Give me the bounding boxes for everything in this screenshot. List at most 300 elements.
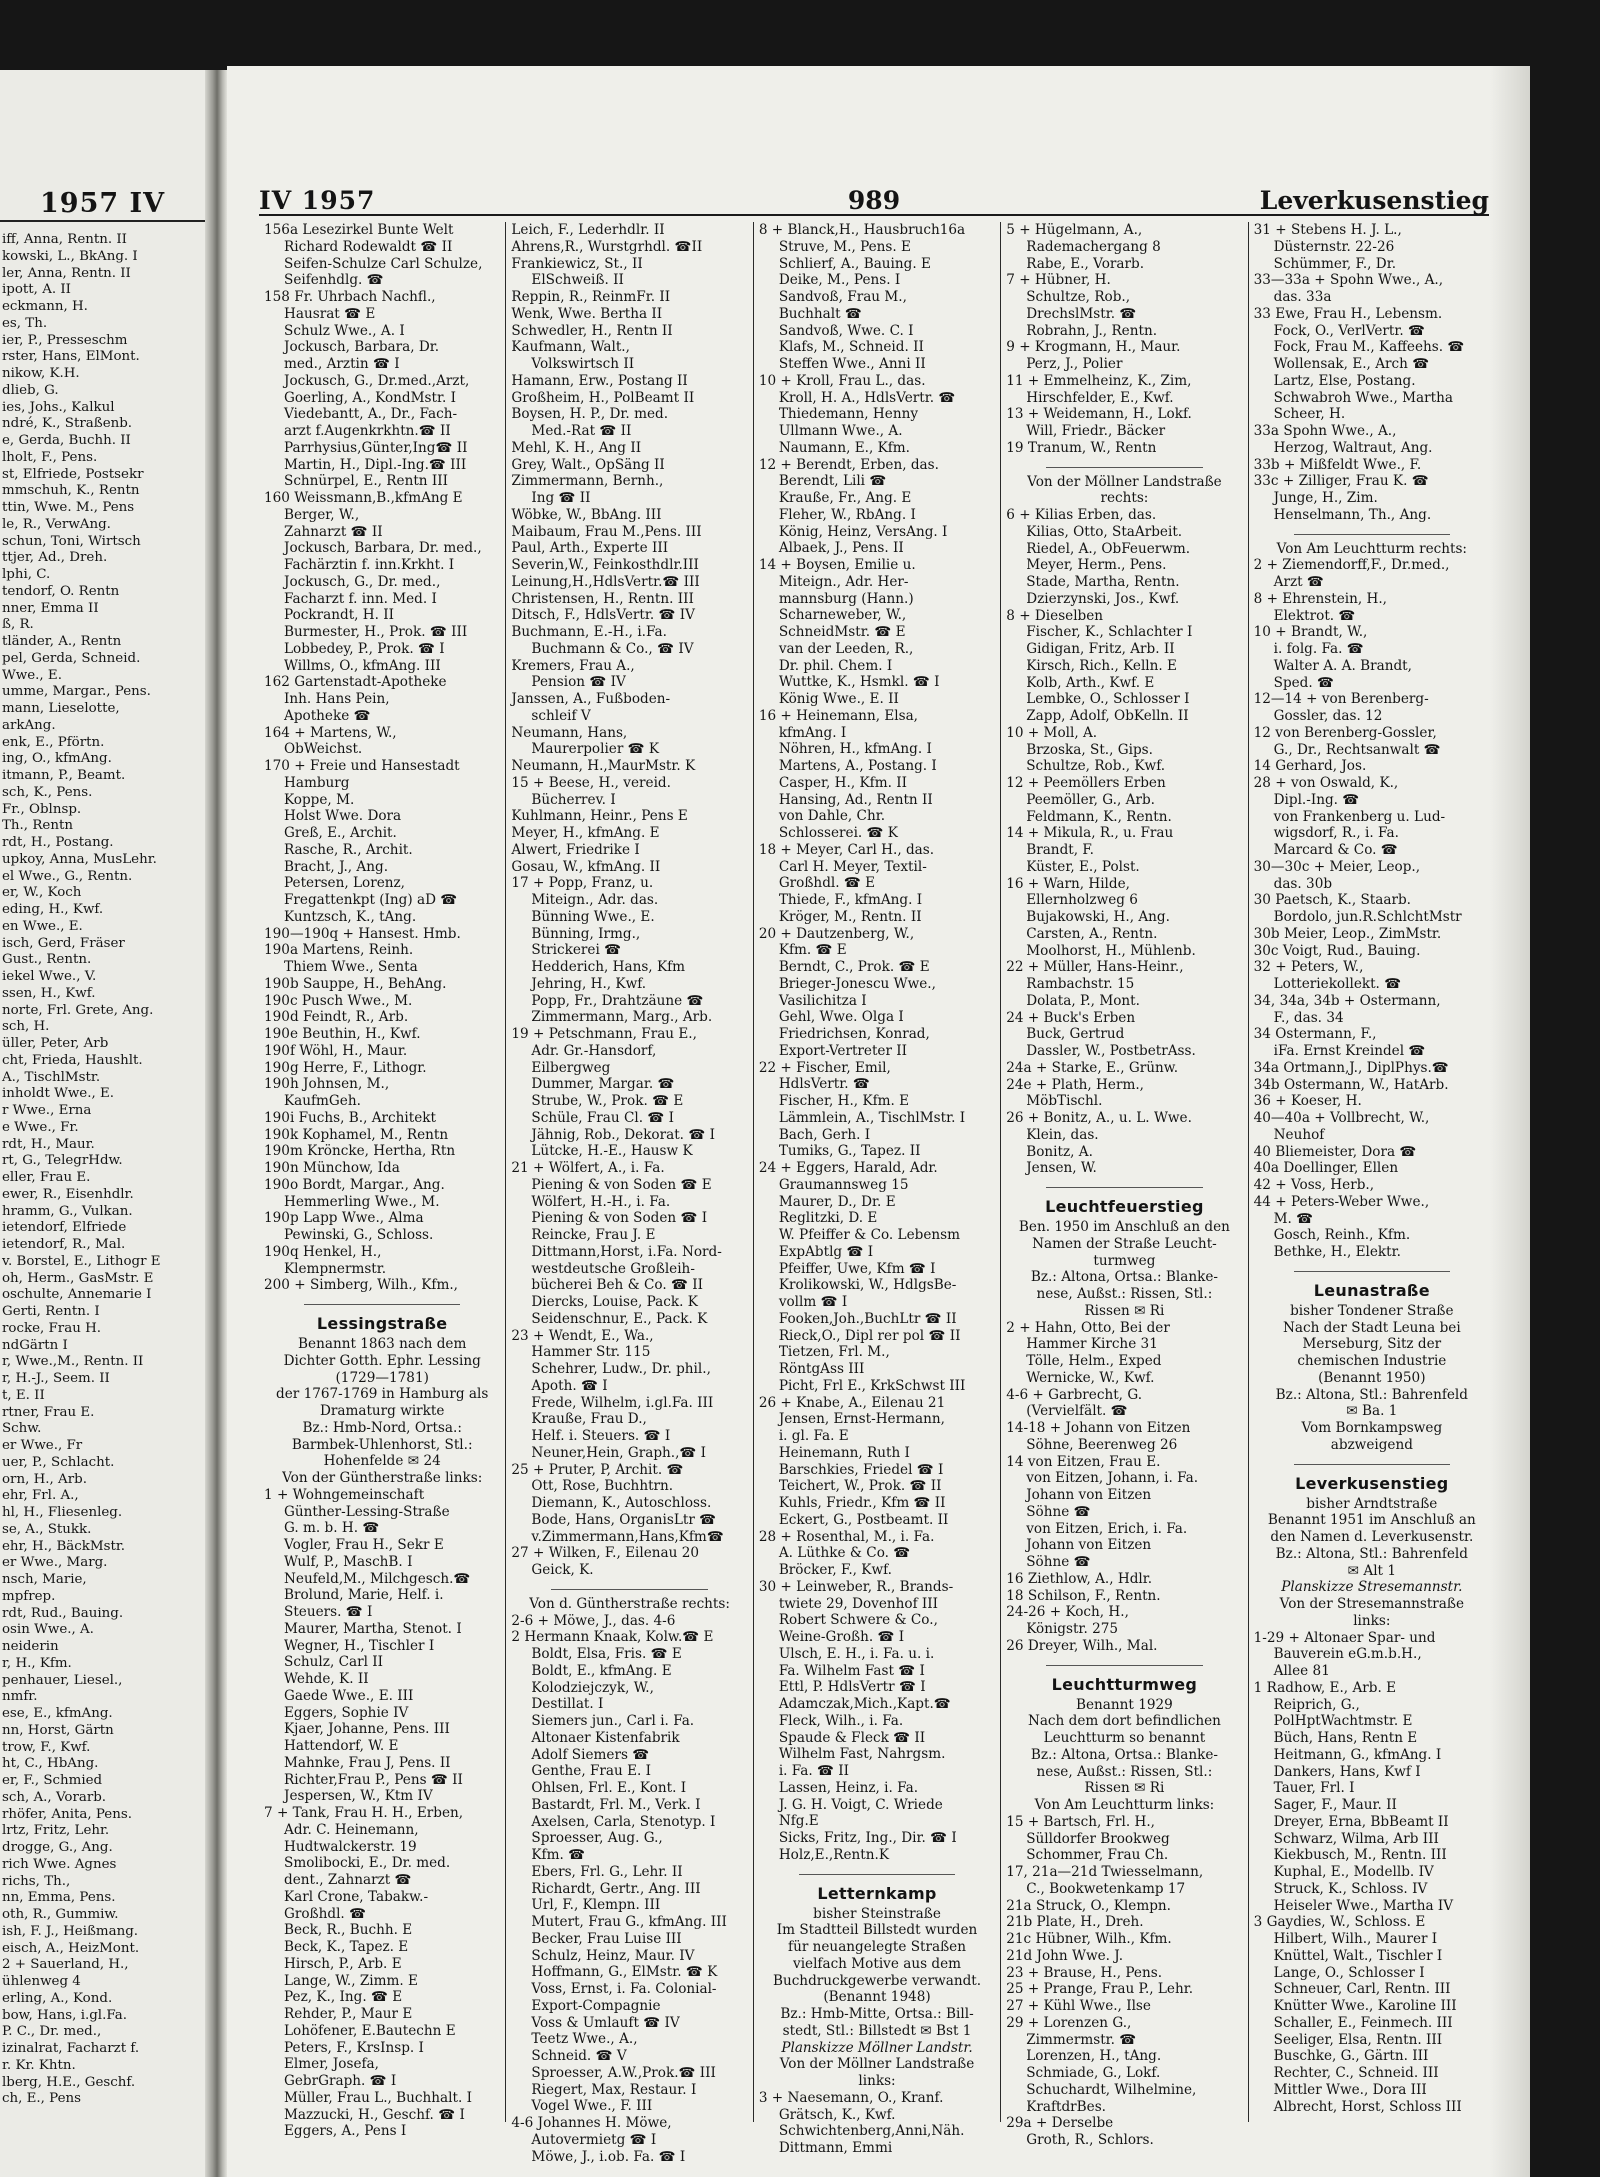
directory-entry: 10 + Brandt, W., xyxy=(1253,624,1368,641)
directory-entry-continued: Sproesser, A.W.,Prok.☎ III xyxy=(531,2064,716,2081)
directory-entry-continued: M. ☎ xyxy=(1273,1210,1314,1227)
left-page-line: ipott, A. II xyxy=(2,282,71,298)
directory-entry-continued: Neuhof xyxy=(1273,1126,1325,1143)
directory-entry-continued: Holst Wwe. Dora xyxy=(284,808,402,825)
directory-entry-continued: W. Pfeiffer & Co. Lebensm xyxy=(778,1227,960,1243)
directory-entry-continued: Beck, R., Buchh. E xyxy=(284,1922,413,1939)
directory-entry: 24a + Starke, E., Grünw. xyxy=(1006,1059,1179,1076)
left-page-line: r, H., Kfm. xyxy=(2,1655,72,1671)
directory-entry-continued: von Dahle, Chr. xyxy=(778,808,886,825)
left-page-line: er Wwe., Marg. xyxy=(2,1555,108,1571)
directory-entry-continued: Martin, H., Dipl.-Ing.☎ III xyxy=(284,456,467,473)
left-page-line: ß, R. xyxy=(2,617,34,633)
section-divider xyxy=(799,1864,955,1875)
directory-entry: 40—40a + Vollbrecht, W., xyxy=(1253,1110,1430,1126)
left-page-line: ese, E., kfmAng. xyxy=(2,1706,113,1721)
street-note: Buchdruckgewerbe verwandt. xyxy=(772,1972,982,1989)
directory-entry: 190o Bordt, Margar., Ang. xyxy=(264,1176,445,1193)
street-note: chemischen Industrie xyxy=(1297,1353,1447,1369)
directory-entry-continued: Ohlsen, Frl. E., Kont. I xyxy=(531,1780,687,1796)
directory-entry-continued: Facharzt f. inn. Med. I xyxy=(284,590,437,607)
directory-entry: Ditsch, F., HdlsVertr. ☎ IV xyxy=(511,607,695,624)
directory-entry-continued: Dankers, Hans, Kwf I xyxy=(1273,1763,1421,1780)
directory-entry: 28 + Rosenthal, M., i. Fa. xyxy=(758,1528,935,1545)
left-page-line: er Wwe., Fr xyxy=(2,1438,83,1453)
directory-entry-continued: Martens, A., Postang. I xyxy=(778,758,937,774)
column-4 xyxy=(1001,222,1248,2148)
directory-entry-continued: Lassen, Heinz, i. Fa. xyxy=(778,1779,919,1796)
directory-entry-continued: Rasche, R., Archit. xyxy=(284,841,413,858)
left-page-line: lholt, F., Pens. xyxy=(2,449,98,465)
directory-entry-continued: Genthe, Frau E. I xyxy=(531,1763,652,1780)
directory-entry-continued: Allee 81 xyxy=(1273,1663,1330,1679)
directory-entry-continued: Will, Friedr., Bäcker xyxy=(1026,423,1166,439)
directory-entry: 27 + Kühl Wwe., Ilse xyxy=(1006,1998,1151,2014)
directory-entry-continued: Maurer, Martha, Stenot. I xyxy=(284,1620,462,1637)
directory-entry: Paul, Arth., Experte III xyxy=(511,540,669,557)
directory-entry-continued: Tumiks, G., Tapez. II xyxy=(778,1143,921,1160)
left-page-line: orn, H., Arb. xyxy=(2,1471,87,1487)
directory-entry-continued: Teetz Wwe., A., xyxy=(531,2031,638,2048)
left-page-line: tendorf, O. Rentn xyxy=(2,583,120,599)
left-page-line: r. Kr. Khtn. xyxy=(2,2057,76,2073)
directory-entry-continued: Bujakowski, H., Ang. xyxy=(1026,909,1170,925)
directory-entry-continued: Ulsch, E. H., i. Fa. u. i. xyxy=(778,1645,935,1662)
left-page-line: ies, Johs., Kalkul xyxy=(2,399,115,415)
directory-entry-continued: Pez, K., Ing. ☎ E xyxy=(284,1989,403,2006)
directory-entry-continued: Struck, K., Schloss. IV xyxy=(1273,1880,1428,1897)
left-page-line: ndré, K., Straßenb. xyxy=(2,416,133,432)
left-page xyxy=(0,70,205,2177)
directory-entry: Christensen, H., Rentn. III xyxy=(511,590,694,607)
directory-entry-continued: Stade, Martha, Rentn. xyxy=(1026,574,1180,590)
directory-entry-continued: Schehrer, Ludw., Dr. phil., xyxy=(531,1361,711,1377)
directory-entry-continued: Junge, H., Zim. xyxy=(1273,490,1378,506)
left-page-line: inholdt Wwe., E. xyxy=(2,1086,115,1102)
street-note: Hohenfelde ✉ 24 xyxy=(323,1453,441,1470)
left-page-line: üller, Peter, Arb xyxy=(2,1036,109,1051)
left-page-line: erling, A., Kond. xyxy=(2,1990,113,2006)
left-page-line: t, E. II xyxy=(2,1387,45,1403)
directory-entry: 25 + Pruter, P, Archit. ☎ xyxy=(511,1461,684,1478)
directory-entry-continued: i. Fa. ☎ II xyxy=(778,1763,850,1779)
directory-entry-continued: Lorenzen, H., tAng. xyxy=(1026,2048,1162,2065)
directory-entry: 17 + Popp, Franz, u. xyxy=(511,875,654,892)
directory-entry-continued: Fischer, H., Kfm. E xyxy=(778,1093,910,1109)
left-page-header: 1957 IV xyxy=(40,188,166,219)
directory-entry: Neumann, H.,MaurMstr. K xyxy=(511,758,696,774)
directory-entry: 21d John Wwe. J. xyxy=(1006,1947,1124,1964)
directory-entry: 190n Münchow, Ida xyxy=(264,1160,400,1176)
directory-entry: Wöbke, W., BbAng. III xyxy=(511,506,662,523)
left-page-line: A., TischlMstr. xyxy=(2,1069,101,1085)
directory-entry-continued: Bethke, H., Elektr. xyxy=(1273,1244,1401,1260)
left-page-line: 2 + Sauerland, H., xyxy=(2,1957,129,1973)
directory-entry-continued: Naumann, E., Kfm. xyxy=(778,439,910,456)
directory-entry-continued: Tauer, Frl. I xyxy=(1273,1780,1355,1797)
directory-entry: 12 + Peemöllers Erben xyxy=(1006,775,1166,791)
directory-entry: 19 + Petschmann, Frau E., xyxy=(511,1026,697,1042)
directory-entry-continued: Seidenschnur, E., Pack. K xyxy=(531,1310,708,1327)
directory-entry-continued: Spaude & Fleck ☎ II xyxy=(778,1729,926,1746)
left-page-line: ish, F. J., Heißmang. xyxy=(2,1923,139,1939)
directory-entry-continued: Hausrat ☎ E xyxy=(284,305,376,322)
directory-entry-continued: westdeutsche Großleih- xyxy=(531,1260,695,1277)
left-page-line: e, Gerda, Buchh. II xyxy=(2,433,131,448)
directory-entry-continued: Heinemann, Ruth I xyxy=(778,1444,910,1461)
directory-entry: 20 + Dautzenberg, W., xyxy=(758,925,915,942)
directory-entry: 31 + Stebens H. J. L., xyxy=(1253,222,1402,238)
left-page-line: bow, Hans, i.gl.Fa. xyxy=(2,2007,127,2023)
directory-entry-continued: v.Zimmermann,Hans,Kfm☎ xyxy=(531,1528,724,1545)
directory-entry-continued: Neuner,Hein, Graph.,☎ I xyxy=(531,1444,707,1461)
street-note: Planskizze Möllner Landstr. xyxy=(781,2039,973,2056)
directory-entry-continued: Sicks, Fritz, Ing., Dir. ☎ I xyxy=(778,1830,957,1846)
street-note: der 1767-1769 in Hamburg als xyxy=(276,1386,489,1403)
directory-entry-continued: Wilhelm Fast, Nahrgsm. xyxy=(778,1746,946,1763)
directory-entry: Hamann, Erw., Postang II xyxy=(511,372,688,389)
directory-entry: 28 + von Oswald, K., xyxy=(1253,775,1399,791)
street-note: links: xyxy=(1353,1612,1391,1629)
street-note: Von der Möllner Landstraße xyxy=(779,2056,975,2073)
directory-entry-continued: RöntgAss III xyxy=(778,1361,865,1377)
directory-entry: 5 + Hügelmann, A., xyxy=(1006,222,1143,238)
directory-entry-continued: Brandt, F. xyxy=(1026,842,1095,858)
directory-entry-continued: Sager, F., Maur. II xyxy=(1273,1797,1397,1813)
directory-entry-continued: Greß, E., Archit. xyxy=(284,825,397,841)
directory-entry-continued: Schmiade, G., Lokf. xyxy=(1026,2065,1161,2081)
directory-entry: 30—30c + Meier, Leop., xyxy=(1253,858,1421,875)
left-page-line: hramm, G., Vulkan. xyxy=(2,1203,133,1219)
directory-entry-continued: mannsburg (Hann.) xyxy=(778,590,914,607)
left-page-line: ehr, Frl. A., xyxy=(2,1488,79,1504)
directory-entry-continued: Sandvoß, Frau M., xyxy=(778,289,907,305)
directory-entry-continued: Fleher, W., RbAng. I xyxy=(778,506,916,523)
left-page-line: r, H.-J., Seem. II xyxy=(2,1371,110,1386)
directory-entry: Zimmermann, Bernh., xyxy=(511,473,664,490)
directory-entry-continued: Parrhysius,Günter,Ing☎ II xyxy=(284,439,468,456)
column-5 xyxy=(1249,222,1495,2122)
directory-entry-continued: Jähnig, Rob., Dekorat. ☎ I xyxy=(531,1126,715,1143)
street-note: stedt, Stl.: Billstedt ✉ Bst 1 xyxy=(782,2022,972,2039)
street-note: (1729—1781) xyxy=(335,1369,429,1386)
directory-entry: 21 + Wölfert, A., i. Fa. xyxy=(511,1160,665,1176)
directory-entry-continued: Kfm. ☎ xyxy=(531,1847,586,1863)
directory-entry-continued: Kirsch, Rich., Kelln. E xyxy=(1026,657,1177,674)
left-page-line: iff, Anna, Rentn. II xyxy=(2,232,127,247)
left-page-line: eding, H., Kwf. xyxy=(2,902,104,917)
directory-entry-continued: Krauße, Frau D., xyxy=(531,1411,647,1428)
left-page-line: st, Elfriede, Postsekr xyxy=(2,466,144,482)
left-page-line: ing, O., kfmAng. xyxy=(2,751,112,767)
street-note: bisher Steinstraße xyxy=(813,1905,941,1922)
directory-entry: 4-6 Johannes H. Möwe, xyxy=(511,2115,672,2131)
directory-entry-continued: arzt f.Augenkrkhtn.☎ II xyxy=(284,423,451,439)
section-divider xyxy=(551,1579,707,1590)
directory-entry-continued: Autovermietg ☎ I xyxy=(531,2131,657,2148)
directory-entry: 24 + Buck's Erben xyxy=(1006,1009,1136,1026)
directory-entry-continued: Lartz, Else, Postang. xyxy=(1273,372,1416,389)
directory-entry-continued: Helf. i. Steuers. ☎ I xyxy=(531,1428,671,1444)
directory-entry: 29 + Lorenzen G., xyxy=(1006,2014,1132,2031)
directory-entry: 190k Kophamel, M., Rentn xyxy=(264,1126,449,1143)
directory-entry: 16 + Heinemann, Elsa, xyxy=(758,707,919,724)
directory-entry: 14 von Eitzen, Frau E. xyxy=(1006,1453,1161,1470)
directory-entry: 190q Henkel, H., xyxy=(264,1243,382,1260)
directory-entry-continued: Barschkies, Friedel ☎ I xyxy=(778,1461,944,1478)
street-note: nese, Außst.: Rissen, Stl.: xyxy=(1036,1286,1213,1302)
left-page-line: kowski, L., BkAng. I xyxy=(2,248,138,264)
left-page-line: Th., Rentn xyxy=(2,818,73,834)
directory-entry-continued: Wegner, H., Tischler I xyxy=(284,1637,435,1654)
left-page-line: nn, Horst, Gärtn xyxy=(2,1722,114,1738)
directory-entry: 190f Wöhl, H., Maur. xyxy=(264,1042,408,1059)
street-note: bisher Tondener Straße xyxy=(1290,1302,1454,1319)
directory-entry-continued: König Wwe., E. II xyxy=(778,691,899,707)
directory-entry-continued: Casper, H., Kfm. II xyxy=(778,774,907,791)
section-divider xyxy=(304,1294,460,1305)
left-page-line: ttjer, Ad., Dreh. xyxy=(2,550,108,566)
directory-entry-continued: Vogler, Frau H., Sekr E xyxy=(284,1537,444,1553)
directory-entry-continued: Dittmann, Emmi xyxy=(778,2140,893,2156)
directory-entry-continued: Fa. Wilhelm Fast ☎ I xyxy=(778,1662,925,1679)
directory-entry-continued: Schneid. ☎ V xyxy=(531,2048,627,2064)
page-header-left: IV 1957 xyxy=(259,186,376,215)
street-note: Von der Stresemannstraße xyxy=(1279,1596,1465,1612)
street-note: Rissen ✉ Ri xyxy=(1084,1780,1165,1797)
directory-entry: 24-26 + Koch, H., xyxy=(1006,1604,1129,1621)
left-page-line: ewer, R., Eisenhdlr. xyxy=(2,1186,134,1202)
directory-entry: 26 Dreyer, Wilh., Mal. xyxy=(1006,1637,1158,1654)
directory-entry-continued: Brzoska, St., Gips. xyxy=(1026,741,1153,758)
directory-entry-continued: von Eitzen, Johann, i. Fa. xyxy=(1026,1470,1199,1487)
directory-entry-continued: GebrGraph. ☎ I xyxy=(284,2073,397,2089)
directory-entry-continued: Rechter, C., Schneid. III xyxy=(1273,2065,1439,2081)
left-page-line: umme, Margar., Pens. xyxy=(2,684,151,700)
directory-entry: 40a Doellinger, Ellen xyxy=(1253,1160,1399,1177)
directory-entry-continued: PolHptWachtmstr. E xyxy=(1273,1713,1413,1730)
directory-entry-continued: Bracht, J., Ang. xyxy=(284,858,389,875)
directory-entry-continued: Jockusch, G., Dr. med., xyxy=(284,573,441,590)
left-page-line: enk, E., Pförtn. xyxy=(2,734,105,750)
directory-entry-continued: Schwarz, Wilma, Arb III xyxy=(1273,1830,1439,1847)
directory-entry-continued: Schulz, Carl II xyxy=(284,1654,383,1671)
directory-entry-continued: Seeliger, Elsa, Rentn. III xyxy=(1273,2031,1443,2048)
street-note: Bz.: Altona, Ortsa.: Blanke- xyxy=(1030,1746,1218,1763)
directory-entry: 12 + Berendt, Erben, das. xyxy=(758,456,939,473)
directory-entry-continued: Friedrichsen, Konrad, xyxy=(778,1026,930,1042)
directory-entry-continued: Feldmann, K., Rentn. xyxy=(1026,808,1172,825)
section-divider xyxy=(1046,1655,1202,1666)
left-page-line: ndGärtn I xyxy=(2,1337,68,1353)
directory-entry: 15 + Bartsch, Frl. H., xyxy=(1006,1813,1156,1830)
street-heading: Leunastraße xyxy=(1313,1280,1430,1300)
directory-entry-continued: G., Dr., Rechtsanwalt ☎ xyxy=(1273,741,1441,758)
directory-entry-continued: Dassler, W., PostbetrAss. xyxy=(1026,1043,1196,1059)
directory-entry-continued: Siemers jun., Carl i. Fa. xyxy=(531,1713,695,1729)
street-note: Im Stadtteil Billstedt wurden xyxy=(776,1922,978,1939)
directory-entry-continued: Elektrot. ☎ xyxy=(1273,607,1356,624)
directory-entry-continued: Jockusch, Barbara, Dr. med., xyxy=(284,540,482,557)
directory-entry-continued: Piening & von Soden ☎ E xyxy=(531,1176,712,1193)
street-heading: Leuchtturmweg xyxy=(1051,1674,1198,1694)
left-page-line: nn, Emma, Pens. xyxy=(2,1890,116,1906)
left-page-line: rhöfer, Anita, Pens. xyxy=(2,1806,132,1822)
directory-entry: 15 + Beese, H., vereid. xyxy=(511,774,671,791)
directory-entry-continued: Hansing, Ad., Rentn II xyxy=(778,791,933,808)
directory-entry-continued: Peters, F., KrsInsp. I xyxy=(284,2039,424,2056)
directory-entry-continued: KraftdrBes. xyxy=(1026,2098,1107,2115)
directory-entry-continued: Rambachstr. 15 xyxy=(1026,976,1135,992)
directory-entry: Reppin, R., ReinmFr. II xyxy=(511,289,671,305)
directory-entry: 162 Gartenstadt-Apotheke xyxy=(264,674,447,691)
directory-entry-continued: Voss & Umlauft ☎ IV xyxy=(531,2014,680,2031)
left-page-line: schun, Toni, Wirtsch xyxy=(2,533,141,549)
directory-entry: 3 + Naesemann, O., Kranf. xyxy=(758,2089,944,2106)
directory-entry-continued: Hattendorf, W. E xyxy=(284,1738,399,1754)
directory-entry-continued: Schlierf, A., Bauing. E xyxy=(778,255,931,272)
left-page-line: itmann, P., Beamt. xyxy=(2,768,126,783)
directory-entry-continued: Henselmann, Th., Ang. xyxy=(1273,506,1432,523)
directory-entry-continued: Zimmermstr. ☎ xyxy=(1026,2031,1137,2048)
directory-entry-continued: Peemöller, G., Arb. xyxy=(1026,791,1155,808)
left-page-line: nikow, K.H. xyxy=(2,366,80,381)
directory-entry: 26 + Knabe, A., Eilenau 21 xyxy=(758,1394,946,1411)
directory-entry-continued: Hirsch, P., Arb. E xyxy=(284,1955,402,1972)
directory-entry-continued: Wehde, K. II xyxy=(284,1671,369,1687)
directory-entry-continued: Volkswirtsch II xyxy=(531,356,635,372)
directory-entry-continued: Hoffmann, G., ElMstr. ☎ K xyxy=(531,1964,718,1981)
directory-entry: 25 + Prange, Frau P., Lehr. xyxy=(1006,1981,1194,1998)
page-header-street: Leverkusenstieg xyxy=(1259,186,1489,215)
directory-entry-continued: Brolund, Marie, Helf. i. xyxy=(284,1587,444,1604)
directory-entry: 34, 34a, 34b + Ostermann, xyxy=(1253,992,1441,1009)
directory-entry-continued: Klein, das. xyxy=(1026,1126,1099,1143)
directory-entry: 24e + Plath, Herm., xyxy=(1006,1076,1144,1093)
directory-entry: 7 + Tank, Frau H. H., Erben, xyxy=(264,1805,464,1821)
street-note: Benannt 1929 xyxy=(1076,1696,1173,1713)
directory-entry: Kremers, Frau A., xyxy=(511,657,635,674)
directory-entry-continued: Hammer Str. 115 xyxy=(531,1344,651,1361)
street-note: (Benannt 1948) xyxy=(823,1989,931,2006)
directory-entry: Leinung,H.,HdlsVertr.☎ III xyxy=(511,573,700,590)
left-page-line: Gerti, Rentn. I xyxy=(2,1304,100,1319)
street-note: nese, Außst.: Rissen, Stl.: xyxy=(1036,1763,1213,1780)
directory-entry-continued: ExpAbtlg ☎ I xyxy=(778,1243,874,1260)
directory-entry-continued: Gosch, Reinh., Kfm. xyxy=(1273,1227,1411,1244)
directory-entry-continued: Bücherrev. I xyxy=(531,791,616,808)
directory-entry-continued: Wulf, P., MaschB. I xyxy=(284,1553,413,1570)
directory-entry: 12—14 + von Berenberg- xyxy=(1253,691,1429,708)
directory-entry-continued: Reincke, Frau J. E xyxy=(531,1227,656,1243)
street-note: Rissen ✉ Ri xyxy=(1084,1302,1165,1319)
directory-entry-continued: Kolb, Arth., Kwf. E xyxy=(1026,674,1155,691)
directory-entry-continued: Hedderich, Hans, Kfm xyxy=(531,959,686,975)
directory-entry-continued: Königstr. 275 xyxy=(1026,1621,1119,1637)
directory-entry-continued: Kuhls, Friedr., Kfm ☎ II xyxy=(778,1495,946,1511)
directory-entry-continued: Wölfert, H.-H., i. Fa. xyxy=(531,1193,671,1210)
left-page-line: eisch, A., HeizMont. xyxy=(2,1940,140,1956)
directory-entry-continued: bücherei Beh & Co. ☎ II xyxy=(531,1277,704,1294)
directory-entry-continued: Geick, K. xyxy=(531,1562,594,1578)
street-note: Vom Bornkampsweg xyxy=(1301,1420,1443,1436)
left-page-line: izinalrat, Facharzt f. xyxy=(2,2041,140,2056)
directory-entry-continued: Schlosserei. ☎ K xyxy=(778,825,898,841)
directory-entry: 21a Struck, O., Klempn. xyxy=(1006,1897,1171,1914)
directory-entry-continued: Teichert, W., Prok. ☎ II xyxy=(778,1478,942,1495)
left-page-line: cht, Frieda, Haushlt. xyxy=(2,1052,143,1068)
directory-entry-continued: SchneidMstr. ☎ E xyxy=(778,624,906,640)
directory-entry-continued: (Vervielfält. ☎ xyxy=(1026,1403,1128,1420)
directory-entry-continued: Knütter Wwe., Karoline III xyxy=(1273,1998,1457,2014)
street-note: Von Am Leuchtturm links: xyxy=(1034,1797,1215,1813)
directory-entry-continued: Eilbergweg xyxy=(531,1059,611,1076)
street-note: vielfach Motive aus dem xyxy=(793,1955,962,1972)
directory-entry-continued: Ing ☎ II xyxy=(531,490,591,506)
directory-entry-continued: Reglitzki, D. E xyxy=(778,1210,878,1227)
left-page-line: er, W., Koch xyxy=(2,885,82,901)
directory-entry: 34a Ortmann,J., DiplPhys.☎ xyxy=(1253,1059,1449,1076)
directory-entry-continued: Carsten, A., Rentn. xyxy=(1026,925,1158,942)
directory-entry: 190e Beuthin, H., Kwf. xyxy=(264,1026,421,1042)
directory-entry: 26 + Bonitz, A., u. L. Wwe. xyxy=(1006,1110,1192,1126)
directory-entry-continued: Müller, Frau L., Buchhalt. I xyxy=(284,2089,472,2106)
directory-entry-continued: Perz, J., Polier xyxy=(1026,356,1123,372)
directory-entry-continued: Eggers, Sophie IV xyxy=(284,1704,409,1721)
directory-entry-continued: Inh. Hans Pein, xyxy=(284,691,390,707)
directory-entry-continued: Schuchardt, Wilhelmine, xyxy=(1026,2081,1197,2098)
directory-entry-continued: Berendt, Lili ☎ xyxy=(778,473,887,490)
directory-entry-continued: Rademachergang 8 xyxy=(1026,238,1161,255)
directory-entry-continued: Kröger, M., Rentn. II xyxy=(778,908,922,925)
directory-entry-continued: Bauverein eG.m.b.H., xyxy=(1273,1646,1422,1663)
left-page-line: le, R., VerwAng. xyxy=(2,516,111,532)
directory-entry-continued: Jehring, H., Kwf. xyxy=(531,975,647,992)
directory-entry-continued: Neufeld,M., Milchgesch.☎ xyxy=(284,1570,471,1587)
directory-entry: 19 Tranum, W., Rentn xyxy=(1006,439,1157,456)
street-heading: Leuchtfeuerstieg xyxy=(1045,1197,1204,1216)
directory-entry: 14 + Boysen, Emilie u. xyxy=(758,557,916,573)
directory-entry-continued: Petersen, Lorenz, xyxy=(284,875,405,892)
directory-entry-continued: vollm ☎ I xyxy=(778,1294,848,1310)
directory-entry-continued: Möwe, J., i.ob. Fa. ☎ I xyxy=(531,2148,686,2165)
left-page-line: mpfrep. xyxy=(2,1588,56,1604)
left-page-line: P. C., Dr. med., xyxy=(2,2024,102,2040)
directory-entry-continued: A. Lüthke & Co. ☎ xyxy=(778,1545,911,1562)
directory-entry: 160 Weissmann,B.,kfmAng E xyxy=(264,490,463,506)
directory-entry-continued: Söhne ☎ xyxy=(1026,1554,1091,1570)
directory-entry: 22 + Fischer, Emil, xyxy=(758,1059,891,1076)
directory-entry-continued: Wuttke, K., Hsmkl. ☎ I xyxy=(778,674,940,691)
street-note: turmweg xyxy=(1093,1252,1156,1269)
directory-entry-continued: i. folg. Fa. ☎ xyxy=(1273,641,1364,657)
left-page-line: oth, R., Gummiw. xyxy=(2,1907,119,1922)
directory-entry: 156a Lesezirkel Bunte Welt xyxy=(264,222,454,238)
directory-entry: 10 + Kroll, Frau L., das. xyxy=(758,372,926,389)
directory-entry-continued: Strickerei ☎ xyxy=(531,942,622,959)
directory-entry-continued: Günther-Lessing-Straße xyxy=(284,1503,450,1520)
street-note: Von Am Leuchtturm rechts: xyxy=(1276,540,1468,557)
page-edge xyxy=(1490,66,1530,2177)
directory-entry-continued: Gidigan, Fritz, Arb. II xyxy=(1026,641,1175,657)
directory-entry-continued: Struve, M., Pens. E xyxy=(778,238,911,255)
directory-entry-continued: Holz,E.,Rentn.K xyxy=(778,1846,889,1863)
directory-entry-continued: kfmAng. I xyxy=(778,724,847,741)
directory-entry-continued: Thiedemann, Henny xyxy=(778,406,919,423)
directory-entry-continued: Fock, Frau M., Kaffeehs. ☎ xyxy=(1273,339,1465,356)
directory-entry: 33b + Mißfeldt Wwe., F. xyxy=(1253,456,1422,473)
directory-entry-continued: Lembke, O., Schlosser I xyxy=(1026,691,1190,708)
